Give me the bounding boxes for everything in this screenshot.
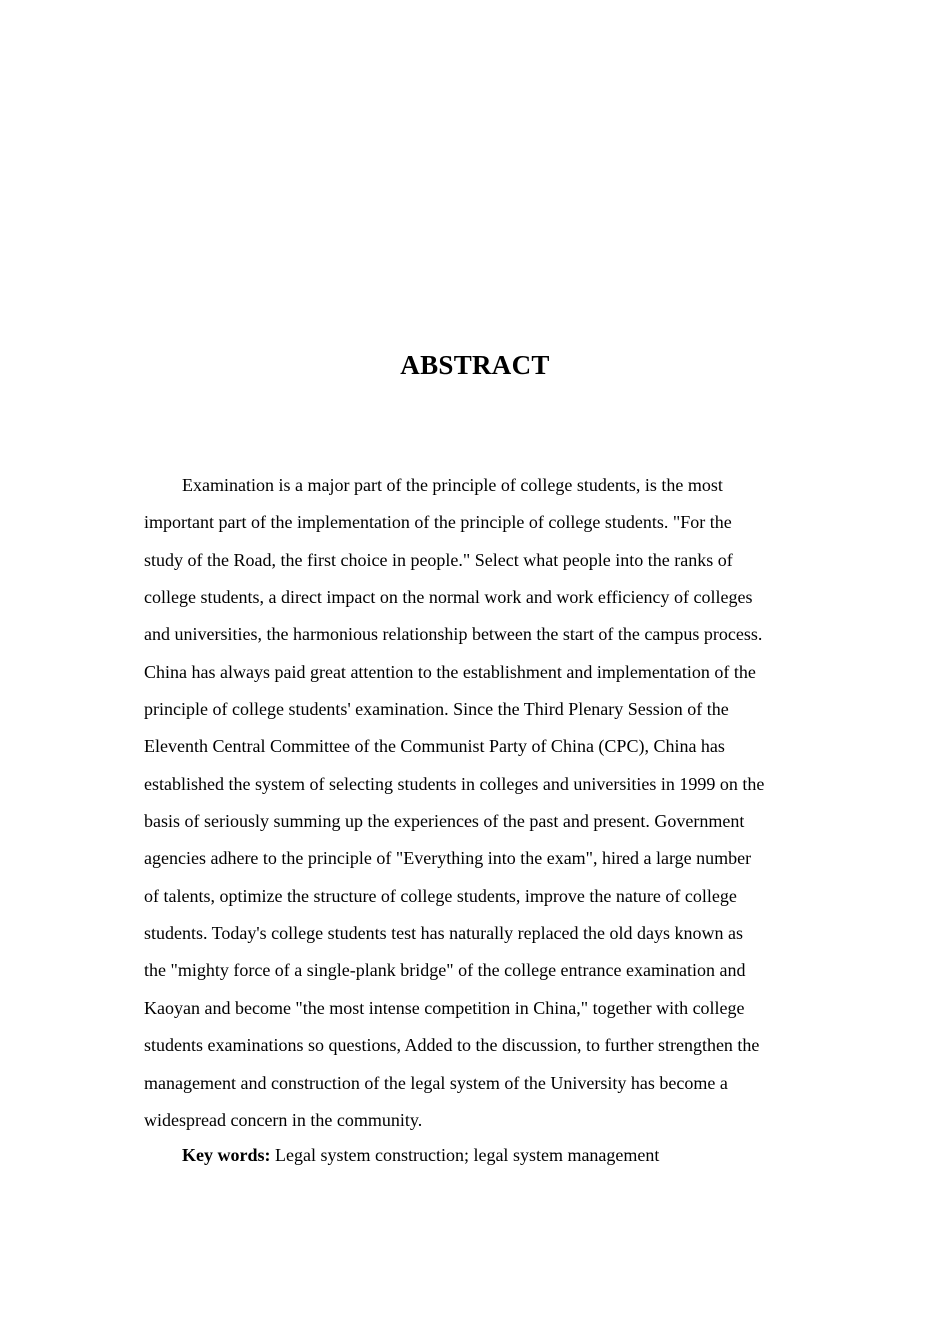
keywords-text: Legal system construction; legal system management [275,1145,660,1165]
keywords-label: Key words: [182,1145,271,1165]
abstract-line: study of the Road, the first choice in people." Select what people into the ranks of [144,549,733,570]
abstract-line: of talents, optimize the structure of college students, improve the nature of college [144,885,737,906]
abstract-line: and universities, the harmonious relationship between the start of the campus process. [144,624,763,645]
abstract-title: ABSTRACT [400,350,550,380]
abstract-line: students examinations so questions, Added to the discussion, to further strengthen the [144,1035,760,1056]
abstract-line: Examination is a major part of the principle of college students, is the most [182,475,723,495]
abstract-line: Eleventh Central Committee of the Communist Party of China (CPC), China has [144,736,725,757]
abstract-line: important part of the implementation of the principle of college students. "For the [144,512,732,533]
abstract-body [144,467,808,1139]
abstract-line: Kaoyan and become "the most intense competition in China," together with college [144,997,745,1018]
abstract-line: management and construction of the legal system of the University has become a [144,1072,728,1093]
abstract-line: basis of seriously summing up the experiences of the past and present. Government [144,811,745,832]
abstract-line: China has always paid great attention to the establishment and implementation of the [144,661,756,682]
abstract-line: college students, a direct impact on the normal work and work efficiency of colleges [144,587,753,608]
abstract-line: widespread concern in the community. [144,1109,423,1130]
abstract-line: established the system of selecting students in colleges and universities in 1999 on the [144,773,765,794]
abstract-line: principle of college students' examination. Since the Third Plenary Session of the [144,699,729,720]
abstract-line: the "mighty force of a single-plank bridge" of the college entrance examination and [144,960,746,981]
abstract-line: students. Today's college students test has naturally replaced the old days known as [144,923,744,944]
abstract-line: agencies adhere to the principle of "Everything into the exam", hired a large number [144,848,752,869]
keywords-line [182,1139,659,1171]
